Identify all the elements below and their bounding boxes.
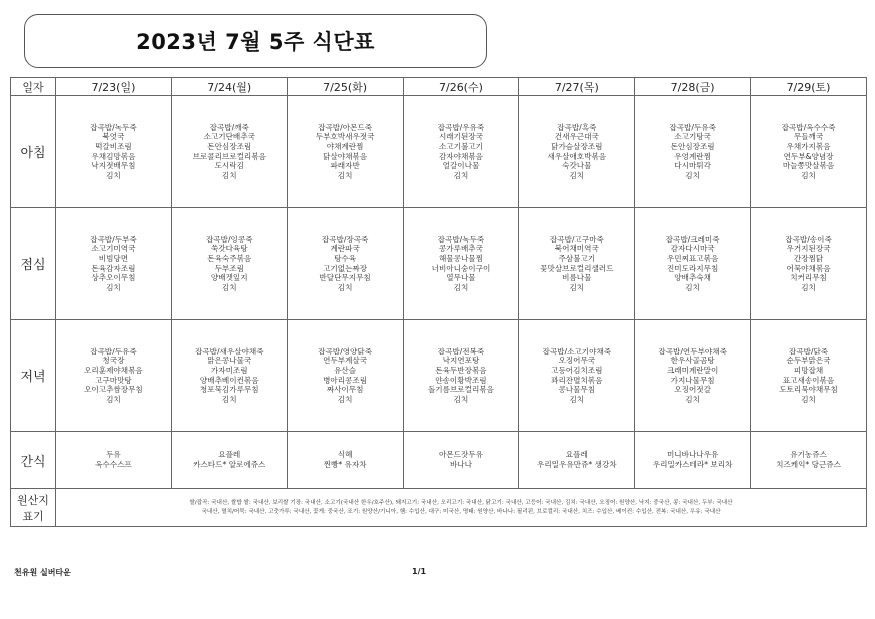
- meal-cell: [287, 96, 403, 208]
- menu-item: 잡곡밥/옥수수죽: [781, 122, 836, 132]
- day-header: 7/25(화): [287, 78, 403, 96]
- menu-item: 돈육두반장볶음: [435, 365, 487, 375]
- menu-item: 잡곡밥/연두부야채죽: [658, 346, 727, 356]
- menu-item: 오리훈제야채볶음: [84, 365, 143, 375]
- menu-item: 피망잡채: [793, 365, 824, 375]
- menu-item: 소고기불고기: [438, 141, 483, 151]
- menu-item: 돈안심장조림: [670, 141, 715, 151]
- menu-item: 두부조림: [214, 263, 244, 273]
- day-header: 7/26(수): [403, 78, 519, 96]
- menu-item: 반달단무지무침: [319, 273, 371, 283]
- menu-item: 양배겟잎지: [210, 273, 248, 283]
- menu-item: 우리밀카스테라* 보리차: [652, 460, 733, 469]
- meal-label: 저녁: [11, 320, 56, 432]
- menu-item: 요플레: [565, 450, 588, 460]
- menu-item: 잡곡밥/잉콩죽: [205, 234, 253, 244]
- menu-items: [172, 347, 287, 405]
- day-header: 7/27(목): [519, 78, 635, 96]
- meal-cell: [171, 432, 287, 489]
- origin-line: 국내산, 멸치/어묵: 국내산, 고춧가루: 국내산, 꽃게: 중국산, 조기: 원양산/기니아, 햄: 수입산, 대구: 미국산, 명태: 원양산, 바나나: 필리핀, 브로컬리: 국내산, 치즈: 수입산, 베이컨: 수입산, 전복: 국내산, 우유: 국내산: [201, 508, 721, 515]
- menu-item: 닭가슴살장조림: [551, 141, 603, 151]
- title-box: [24, 14, 487, 68]
- menu-item: 연두부&양념장: [783, 151, 834, 161]
- menu-item: 카스타드* 알로에쥬스: [193, 460, 266, 469]
- menu-item: 파래자반: [330, 161, 360, 171]
- menu-item: 가자미조림: [210, 365, 248, 375]
- menu-item: 시래기된장국: [438, 132, 483, 142]
- menu-item: 잡곡밥/녹두죽: [90, 122, 137, 132]
- meal-row: [11, 320, 867, 432]
- menu-item: 꽃맛살브로컬리샐러드: [540, 263, 614, 273]
- menu-item: 우민찌표고볶음: [666, 253, 719, 263]
- menu-items: [635, 347, 750, 405]
- origin-row: [11, 489, 867, 527]
- menu-items: [519, 235, 634, 293]
- menu-item: 비빔당면: [98, 253, 129, 263]
- meal-label: 아침: [11, 96, 56, 208]
- meal-cell: [403, 96, 519, 208]
- menu-items: [56, 123, 171, 181]
- menu-item: 진미도라지무침: [666, 263, 719, 273]
- menu-item: 맑은콩나물국: [207, 356, 252, 366]
- menu-item: 꽈리잔멸치볶음: [551, 375, 603, 385]
- page-title: 2023년 7월 5주 식단표: [136, 30, 375, 54]
- menu-items: [288, 235, 403, 293]
- menu-item: 김치: [801, 282, 816, 292]
- origin-text: [56, 489, 867, 527]
- menu-item: 고구마맛탕: [95, 375, 132, 385]
- menu-item: 감자야채볶음: [438, 151, 483, 161]
- meal-row: [11, 432, 867, 489]
- menu-item: 김치: [221, 282, 237, 292]
- menu-item: 고기없는짜장: [323, 263, 368, 273]
- menu-items: [635, 123, 750, 181]
- menu-items: [751, 347, 866, 405]
- menu-item: 주삼불고기: [558, 253, 596, 263]
- menu-item: 브로콜리브로컬리볶음: [192, 151, 266, 161]
- menu-item: 잡곡밥/깨죽: [209, 122, 249, 132]
- meal-cell: [635, 432, 751, 489]
- menu-item: 김치: [106, 282, 121, 292]
- menu-item: 북어채미역국: [554, 244, 599, 254]
- menu-item: 유산슬: [334, 365, 357, 375]
- menu-item: 잡곡밥/아몬드죽: [318, 122, 373, 132]
- meal-label: 점심: [11, 208, 56, 320]
- footer-page-number: 1/1: [412, 567, 427, 576]
- menu-item: 열무나물: [446, 273, 476, 283]
- menu-item: 얀송이황박조림: [435, 375, 487, 385]
- menu-item: 낙지젓배무침: [91, 161, 136, 171]
- menu-item: 닭살야채볶음: [323, 151, 368, 161]
- menu-item: 두부호박새우젓국: [315, 132, 375, 142]
- meal-cell: [171, 320, 287, 432]
- meal-cell: [56, 432, 172, 489]
- menu-item: 돈육숙주볶음: [207, 253, 252, 263]
- menu-item: 도토리묵야채무침: [779, 385, 838, 395]
- menu-item: 어묵야채볶음: [786, 263, 831, 273]
- menu-item: 우채김망볶음: [91, 151, 136, 161]
- menu-item: 아몬드잣두유: [438, 450, 483, 460]
- menu-item: 김치: [569, 282, 585, 292]
- menu-item: 잡곡밥/두유죽: [90, 346, 137, 356]
- menu-items: [519, 347, 634, 405]
- meal-row: [11, 208, 867, 320]
- menu-item: 잡곡밥/송이죽: [785, 234, 832, 244]
- menu-item: 상추오이무침: [91, 273, 136, 283]
- menu-item: 짜사이무침: [326, 385, 364, 395]
- menu-item: 잡곡밥/녹두죽: [437, 234, 485, 244]
- menu-items: [288, 123, 403, 181]
- day-header: 7/29(토): [751, 78, 867, 96]
- date-header-row: [11, 78, 867, 96]
- menu-item: 치즈케익* 당근쥬스: [776, 460, 841, 469]
- menu-item: 건새우근대국: [554, 132, 599, 142]
- meal-cell: [287, 320, 403, 432]
- menu-items: [751, 123, 866, 181]
- meal-cell: [171, 96, 287, 208]
- meal-cell: [751, 208, 867, 320]
- menu-item: 요플레: [218, 450, 241, 460]
- menu-item: 탕수육: [334, 253, 357, 263]
- menu-item: 김치: [801, 394, 816, 404]
- menu-item: 계란파국: [330, 244, 360, 254]
- menu-items: [172, 235, 287, 293]
- menu-item: 가지나물무침: [670, 375, 715, 385]
- menu-items: [404, 123, 519, 181]
- menu-items: [288, 450, 403, 469]
- menu-item: 양배추숙채: [674, 273, 711, 283]
- menu-item: 얼갈이나물: [442, 161, 480, 171]
- menu-item: 돈육감자조림: [91, 263, 136, 273]
- meal-cell: [287, 432, 403, 489]
- meal-cell: [519, 320, 635, 432]
- menu-item: 잡곡밥/전복죽: [437, 346, 485, 356]
- menu-item: 김치: [569, 394, 585, 404]
- meal-cell: [287, 208, 403, 320]
- menu-item: 김치: [106, 394, 121, 404]
- menu-item: 김치: [685, 394, 700, 404]
- meal-cell: [56, 96, 172, 208]
- menu-item: 잡곡밥/흑죽: [557, 122, 597, 132]
- menu-item: 마늘쫑맛살볶음: [782, 161, 835, 171]
- menu-item: 표고새송이볶음: [782, 375, 835, 385]
- day-header: 7/28(금): [635, 78, 751, 96]
- menu-item: 양배추베이컨볶음: [199, 375, 259, 385]
- menu-item: 청포묵김가루무침: [199, 385, 259, 395]
- menu-item: 김치: [337, 282, 353, 292]
- menu-items: [288, 347, 403, 405]
- menu-item: 고등어김치조림: [551, 365, 603, 375]
- menu-item: 김치: [106, 170, 121, 180]
- menu-item: 야채계란찜: [326, 141, 364, 151]
- menu-items: [751, 235, 866, 293]
- menu-item: 돈안심장조림: [207, 141, 252, 151]
- menu-item: 김치: [337, 394, 353, 404]
- meal-row: [11, 96, 867, 208]
- origin-label: 원산지 표기: [11, 489, 56, 527]
- day-header: 7/24(월): [171, 78, 287, 96]
- menu-item: 도시락김: [214, 161, 244, 171]
- menu-item: 김치: [685, 282, 700, 292]
- menu-item: 김치: [221, 394, 237, 404]
- menu-item: 잡곡밥/영양닭죽: [318, 346, 373, 356]
- menu-item: 연두부계살국: [323, 356, 368, 366]
- menu-item: 해물콩나물찜: [438, 253, 483, 263]
- menu-item: 잡곡밥/크레미죽: [665, 234, 720, 244]
- meal-cell: [403, 432, 519, 489]
- menu-item: 콩가루배추국: [438, 244, 483, 254]
- menu-item: 소고기단배추국: [203, 132, 255, 142]
- menu-item: 잡곡밥/두유죽: [669, 122, 716, 132]
- menu-items: [56, 235, 171, 293]
- origin-line: 쌀/잡곡: 국내산, 쌀밥 쌀: 국내산, 보리쌀 기장: 국내산, 소고기(국내산 한우/호주산), 돼지고기: 국내산, 오리고기: 국내산, 닭고기: 국내산, 고등어: 국내산, 김치: 국내산, 오징어: 원양산, 낙지: 중국산, 콩: 국내산, 두부: 국내산: [189, 499, 733, 506]
- menu-items: [404, 235, 519, 293]
- day-header: 7/23(일): [56, 78, 172, 96]
- menu-items: [635, 235, 750, 293]
- menu-item: 순두부맑은국: [786, 356, 831, 366]
- menu-item: 돌기름브로컬리볶음: [427, 385, 494, 395]
- menu-item: 북엇국: [102, 132, 125, 142]
- menu-items: [172, 123, 287, 181]
- menu-item: 찐빵* 유자차: [323, 460, 367, 469]
- menu-item: 크래미계란말이: [666, 365, 719, 375]
- menu-item: 무들깨국: [793, 132, 824, 142]
- menu-item: 잡곡밥/닭죽: [788, 346, 829, 356]
- menu-item: 감자다시마국: [670, 244, 715, 254]
- menu-item: 잡곡밥/새우살야채죽: [194, 346, 264, 356]
- menu-item: 김치: [453, 394, 469, 404]
- menu-item: 오징어무국: [558, 356, 596, 366]
- meal-cell: [56, 208, 172, 320]
- meal-cell: [171, 208, 287, 320]
- meal-plan-table: [10, 77, 867, 527]
- menu-item: 비름나물: [562, 273, 592, 283]
- menu-item: 새우살애호박볶음: [547, 151, 607, 161]
- menu-items: [404, 450, 519, 469]
- menu-item: 청국장: [102, 356, 125, 366]
- meal-cell: [56, 320, 172, 432]
- menu-item: 치커리무침: [790, 273, 827, 283]
- menu-item: 잡곡밥/소고기야채죽: [542, 346, 612, 356]
- menu-items: [56, 450, 171, 469]
- menu-item: 김치: [801, 170, 816, 180]
- meal-cell: [635, 320, 751, 432]
- menu-item: 오징어젓갈: [674, 385, 711, 395]
- footer-organization: 천유원 실버타운: [14, 568, 71, 577]
- menu-item: 다시마튀각: [674, 161, 711, 171]
- menu-item: 소고기탕국: [674, 132, 711, 142]
- menu-item: 바나나: [449, 460, 472, 469]
- menu-item: 콩나물무침: [558, 385, 596, 395]
- menu-item: 김치: [569, 170, 585, 180]
- menu-item: 옥수수스프: [95, 460, 132, 469]
- menu-item: 우거지된장국: [786, 244, 831, 254]
- menu-items: [751, 450, 866, 469]
- meal-cell: [635, 96, 751, 208]
- menu-item: 김치: [453, 282, 469, 292]
- menu-item: 잡곡밥/고구마죽: [549, 234, 604, 244]
- menu-items: [519, 123, 634, 181]
- menu-item: 김치: [221, 170, 237, 180]
- meal-cell: [403, 208, 519, 320]
- menu-item: 한우사골곰탕: [670, 356, 715, 366]
- meal-cell: [519, 96, 635, 208]
- menu-item: 잡곡밥/우유죽: [437, 122, 485, 132]
- menu-item: 김치: [337, 170, 353, 180]
- meal-cell: [751, 320, 867, 432]
- meal-cell: [403, 320, 519, 432]
- menu-item: 쑥갓다육탕: [210, 244, 248, 254]
- meal-label: 간식: [11, 432, 56, 489]
- menu-item: 김치: [685, 170, 700, 180]
- meal-cell: [751, 96, 867, 208]
- menu-item: 우채가지볶음: [786, 141, 831, 151]
- menu-item: 잡곡밥/장곡죽: [321, 234, 369, 244]
- menu-item: 떡갈비조림: [95, 141, 132, 151]
- menu-item: 김치: [453, 170, 469, 180]
- menu-item: 유기농쥬스: [790, 450, 827, 460]
- menu-item: 오이고추쌈장무침: [84, 385, 143, 395]
- menu-item: 식혜: [337, 450, 353, 460]
- date-label: 일자: [11, 78, 56, 96]
- menu-item: 두유: [106, 450, 121, 460]
- menu-items: [56, 347, 171, 405]
- menu-item: 낙지연포탕: [442, 356, 480, 366]
- menu-item: 병아리콩조림: [323, 375, 368, 385]
- menu-item: 우리밀우유만쥬* 생강차: [537, 460, 617, 469]
- meal-cell: [519, 208, 635, 320]
- menu-item: 너비아니숭이구이: [431, 263, 491, 273]
- meal-cell: [635, 208, 751, 320]
- menu-item: 미니바나나우유: [666, 450, 719, 460]
- menu-item: 소고기미역국: [91, 244, 136, 254]
- meal-cell: [519, 432, 635, 489]
- menu-items: [404, 347, 519, 405]
- menu-items: [519, 450, 634, 469]
- menu-items: [635, 450, 750, 469]
- meal-cell: [751, 432, 867, 489]
- menu-item: 우엉계란찜: [674, 151, 711, 161]
- menu-item: 간장찜닭: [793, 253, 824, 263]
- menu-items: [172, 450, 287, 469]
- menu-item: 잡곡밥/두부죽: [90, 234, 137, 244]
- menu-item: 숙갓나물: [562, 161, 592, 171]
